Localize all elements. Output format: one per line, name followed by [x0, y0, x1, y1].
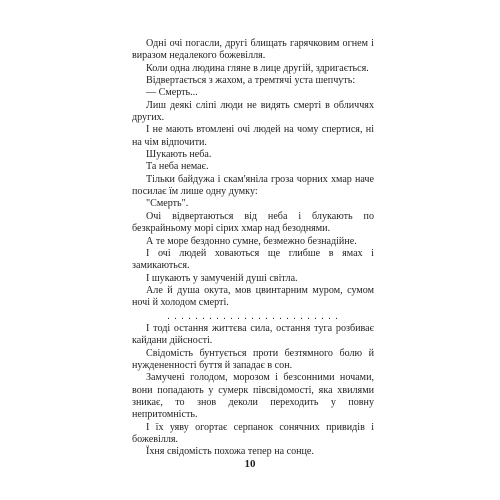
paragraph: Очі відвертаються від неба і блукають по безкрайньому морі сірих хмар над безоднями. [132, 210, 374, 235]
paragraph: Але й душа окута, мов цвинтарним муром, сумом ночі й холодом смерті. [132, 284, 374, 309]
paragraph: Тільки байдужа і скам'яніла гроза чорних хмар наче посилає їм лише одну думку: [132, 173, 374, 198]
paragraph: Коли одна людина гляне в лице другій, здригається. [146, 62, 369, 74]
paragraph: І тоді остання життєва сила, остання туга розбиває кайдани дійсності. [132, 322, 374, 347]
paragraph: — Смерть... [146, 87, 198, 99]
paragraph: І не мають втомлені очі людей на чому спертися, ні на чім відпочити. [132, 124, 374, 148]
page-text [132, 38, 374, 459]
paragraph: Свідомість бунтується проти безтямного болю й нуждененності буття й западає в сон. [132, 347, 374, 371]
paragraph: Шукають неба. [146, 149, 212, 161]
page-number: 10 [244, 458, 256, 470]
paragraph: І очі людей ховаються ще глибше в ямах і замикаються. [132, 247, 374, 272]
paragraph: А те море бездонно сумне, безмежно безнадійне. [146, 235, 357, 247]
paragraph: "Смерть". [146, 198, 189, 210]
paragraph: Та неба немає. [146, 161, 209, 173]
section-separator: . . . . . . . . . . . . . . . . . . . . . . . . . [167, 310, 339, 322]
paragraph: І їх уяву огортає серпанок сонячних привидів і божевілля. [132, 421, 374, 445]
paragraph: І шукають у замученій душі світла. [146, 272, 298, 284]
paragraph: Відвертається з жахом, а тремтячі уста шепчуть: [146, 75, 356, 87]
paragraph: Їхня свідомість похожа тепер на сонце. [146, 446, 314, 458]
paragraph: Одні очі погасли, другі блищать гарячковим огнем і виразом недалекого божевілля. [132, 38, 374, 62]
paragraph: Лиш деякі сліпі люди не видять смерті в обличчях других. [132, 99, 374, 124]
paragraph: Замучені голодом, морозом і безсонними ночами, вони попадають у сумерк півсвідомості, яка хвилями зникає, то знов деколи переходить у повну непритомність. [132, 372, 374, 421]
